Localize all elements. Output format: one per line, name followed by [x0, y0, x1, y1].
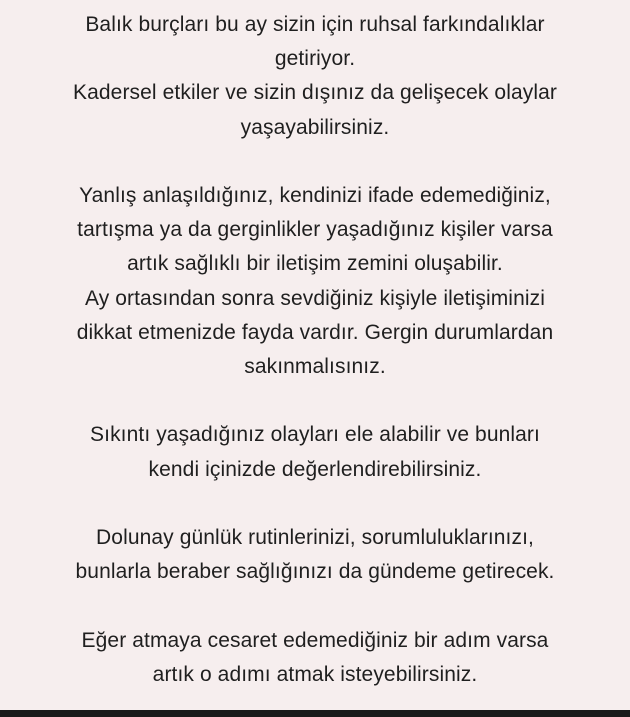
paragraph-gap — [14, 384, 616, 418]
paragraph-intro — [14, 8, 616, 145]
text-line: artık sağlıklı bir iletişim zemini oluşabilir. — [127, 252, 503, 276]
text-line: yaşayabilirsiniz. — [240, 115, 390, 139]
text-line: kendi içinizde değerlendirebilirsiniz. — [148, 457, 482, 481]
text-line: Balık burçları bu ay sizin için ruhsal farkındalıklar — [85, 13, 545, 36]
text-line: bunlarla beraber sağlığınızı da gündeme getirecek. — [75, 560, 555, 584]
paragraph-communication — [14, 179, 616, 384]
bottom-edge-bar — [0, 710, 630, 717]
paragraph-full-moon — [14, 521, 616, 589]
text-line: getiriyor. — [274, 47, 356, 71]
text-line: Yanlış anlaşıldığınız, kendinizi ifade edemediğiniz, — [79, 184, 551, 207]
text-line: Sıkıntı yaşadığınız olayları ele alabilir ve bunları — [90, 423, 540, 447]
horoscope-text — [0, 8, 630, 692]
paragraph-gap — [14, 487, 616, 521]
text-line: Ay ortasından sonra sevdiğiniz kişiyle iletişiminizi — [84, 286, 545, 310]
text-line: Dolunay günlük rutinlerinizi, sorumluluklarınızı, — [96, 526, 534, 549]
text-line: artık o adımı atmak isteyebilirsiniz. — [152, 662, 478, 686]
text-line: Eğer atmaya cesaret edemediğiniz bir adım varsa — [81, 628, 549, 652]
paragraph-courage — [14, 624, 616, 692]
text-line: dikkat etmenizde fayda vardır. Gergin durumlardan — [76, 320, 554, 344]
paragraph-gap — [14, 589, 616, 623]
paragraph-gap — [14, 145, 616, 179]
text-line: tartışma ya da gerginlikler yaşadığınız kişiler varsa — [77, 218, 553, 242]
paragraph-difficulties — [14, 418, 616, 486]
text-line: sakınmalısınız. — [244, 355, 386, 379]
text-line: Kadersel etkiler ve sizin dışınız da gelişecek olaylar — [73, 81, 557, 105]
